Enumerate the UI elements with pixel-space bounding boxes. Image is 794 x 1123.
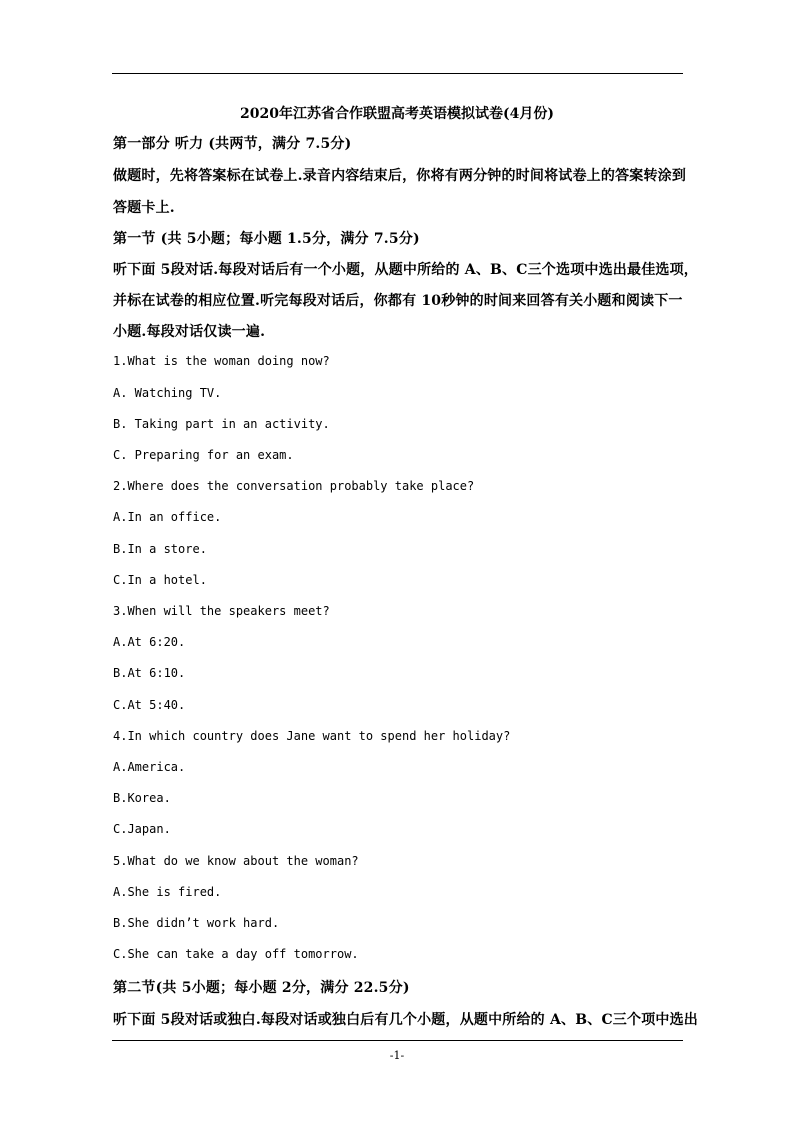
question-option: B.She didn’t work hard. xyxy=(113,916,280,930)
question-option: C. Preparing for an exam. xyxy=(113,448,294,462)
question-option: C.In a hotel. xyxy=(113,573,207,587)
exam-title: 2020年江苏省合作联盟高考英语模拟试卷(4月份) xyxy=(240,106,554,122)
question-option: A.America. xyxy=(113,760,186,774)
question-option: B. Taking part in an activity. xyxy=(113,417,330,431)
section1-instruction: 并标在试卷的相应位置.听完每段对话后，你都有 10秒钟的时间来回答有关小题和阅读下一 xyxy=(113,293,683,309)
question-option: A. Watching TV. xyxy=(113,386,222,400)
question-option: A.At 6:20. xyxy=(113,635,186,649)
question-stem: 5.What do we know about the woman? xyxy=(113,854,359,868)
question-option: B.Korea. xyxy=(113,791,171,805)
section1-instruction: 小题.每段对话仅读一遍. xyxy=(113,324,266,340)
instruction-line: 做题时，先将答案标在试卷上.录音内容结束后，你将有两分钟的时间将试卷上的答案转涂到 xyxy=(113,168,687,184)
section1-heading: 第一节 (共 5小题；每小题 1.5分，满分 7.5分) xyxy=(113,231,420,247)
question-stem: 4.In which country does Jane want to spend her holiday? xyxy=(113,729,511,743)
question-stem: 2.Where does the conversation probably take place? xyxy=(113,479,475,493)
question-option: B.In a store. xyxy=(113,542,207,556)
footer-rule xyxy=(112,1040,683,1041)
part1-heading: 第一部分 听力 (共两节，满分 7.5分) xyxy=(113,136,352,152)
instruction-line: 答题卡上. xyxy=(113,200,175,216)
question-option: B.At 6:10. xyxy=(113,666,186,680)
question-option: C.At 5:40. xyxy=(113,698,186,712)
section2-heading: 第二节(共 5小题；每小题 2分，满分 22.5分) xyxy=(113,980,410,996)
section1-instruction: 听下面 5段对话.每段对话后有一个小题，从题中所给的 A、B、C三个选项中选出最佳选项， xyxy=(113,262,698,278)
question-option: A.She is fired. xyxy=(113,885,222,899)
question-option: C.Japan. xyxy=(113,822,171,836)
question-option: C.She can take a day off tomorrow. xyxy=(113,947,359,961)
question-stem: 3.When will the speakers meet? xyxy=(113,604,330,618)
page-number: -1- xyxy=(389,1049,405,1062)
header-rule xyxy=(112,73,683,74)
question-stem: 1.What is the woman doing now? xyxy=(113,354,330,368)
section2-instruction: 听下面 5段对话或独白.每段对话或独白后有几个小题，从题中所给的 A、B、C三个项中选出 xyxy=(113,1012,698,1028)
question-option: A.In an office. xyxy=(113,510,222,524)
